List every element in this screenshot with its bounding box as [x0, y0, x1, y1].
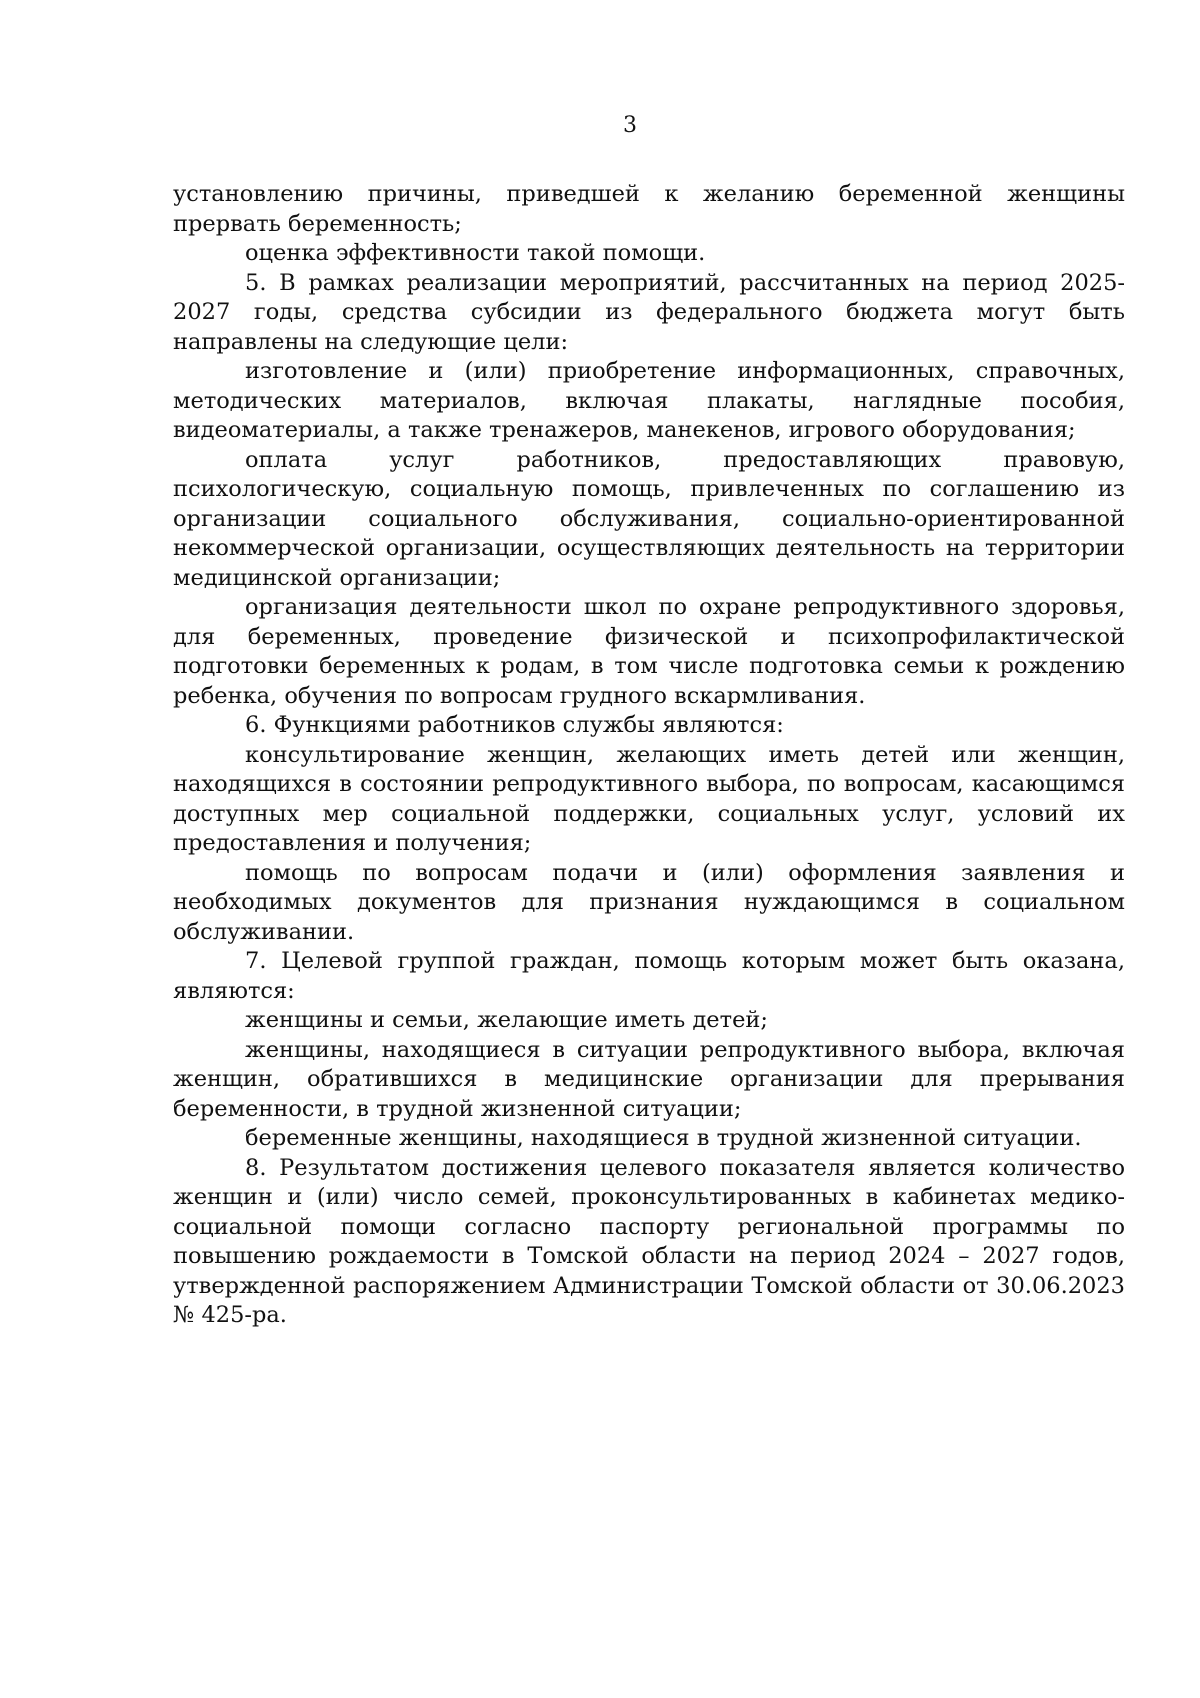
paragraph: оплата услуг работников, предоставляющих правовую, психологическую, социальную помощь, привлеченных по соглашению из организации социального обслуживания, социально-ориентированной некоммерческой организации, осуществляющих деятельность на территории медицинской организации; — [173, 446, 1125, 591]
paragraph: беременные женщины, находящиеся в трудной жизненной ситуации. — [245, 1125, 1082, 1151]
paragraph: организация деятельности школ по охране репродуктивного здоровья, для беременных, проведение физической и психопрофилактической подготовки беременных к родам, в том числе подготовка семьи к рождению ребенка, обучения по вопросам грудного вскармливания. — [173, 594, 1125, 709]
paragraph: установлению причины, приведшей к желанию беременной женщины прервать беременность; — [173, 181, 1125, 237]
section-7-paragraph: 7. Целевой группой граждан, помощь которым может быть оказана, являются: — [173, 948, 1125, 1004]
paragraph: изготовление и (или) приобретение информационных, справочных, методических материалов, включая плакаты, наглядные пособия, видеоматериалы, а также тренажеров, манекенов, игрового оборудования; — [173, 358, 1125, 443]
paragraph: консультирование женщин, желающих иметь детей или женщин, находящихся в состоянии репродуктивного выбора, по вопросам, касающимся доступных мер социальной поддержки, социальных услуг, условий их предоставления и получения; — [173, 741, 1125, 856]
section-5-paragraph: 5. В рамках реализации мероприятий, рассчитанных на период 2025-2027 годы, средства субсидии из федерального бюджета могут быть направлены на следующие цели: — [173, 269, 1125, 355]
paragraph: женщины, находящиеся в ситуации репродуктивного выбора, включая женщин, обратившихся в медицинские организации для прерывания беременности, в трудной жизненной ситуации; — [173, 1036, 1125, 1122]
section-8-paragraph: 8. Результатом достижения целевого показателя является количество женщин и (или) число семей, проконсультированных в кабинетах медико-социальной помощи согласно паспорту региональной программы по повышению рождаемости в Томской области на период 2024 – 2027 годов, утвержденной распоряжением Администрации Томской области от 30.06.2023 № 425-ра. — [173, 1154, 1125, 1328]
paragraph: женщины и семьи, желающие иметь детей; — [245, 1007, 768, 1033]
paragraph: оценка эффективности такой помощи. — [245, 240, 706, 266]
section-6-paragraph: 6. Функциями работников службы являются: — [245, 712, 784, 738]
paragraph: помощь по вопросам подачи и (или) оформления заявления и необходимых документов для признания нуждающимся в социальном обслуживании. — [173, 859, 1125, 945]
document-body — [173, 180, 1125, 1331]
page-number: 3 — [623, 113, 637, 138]
